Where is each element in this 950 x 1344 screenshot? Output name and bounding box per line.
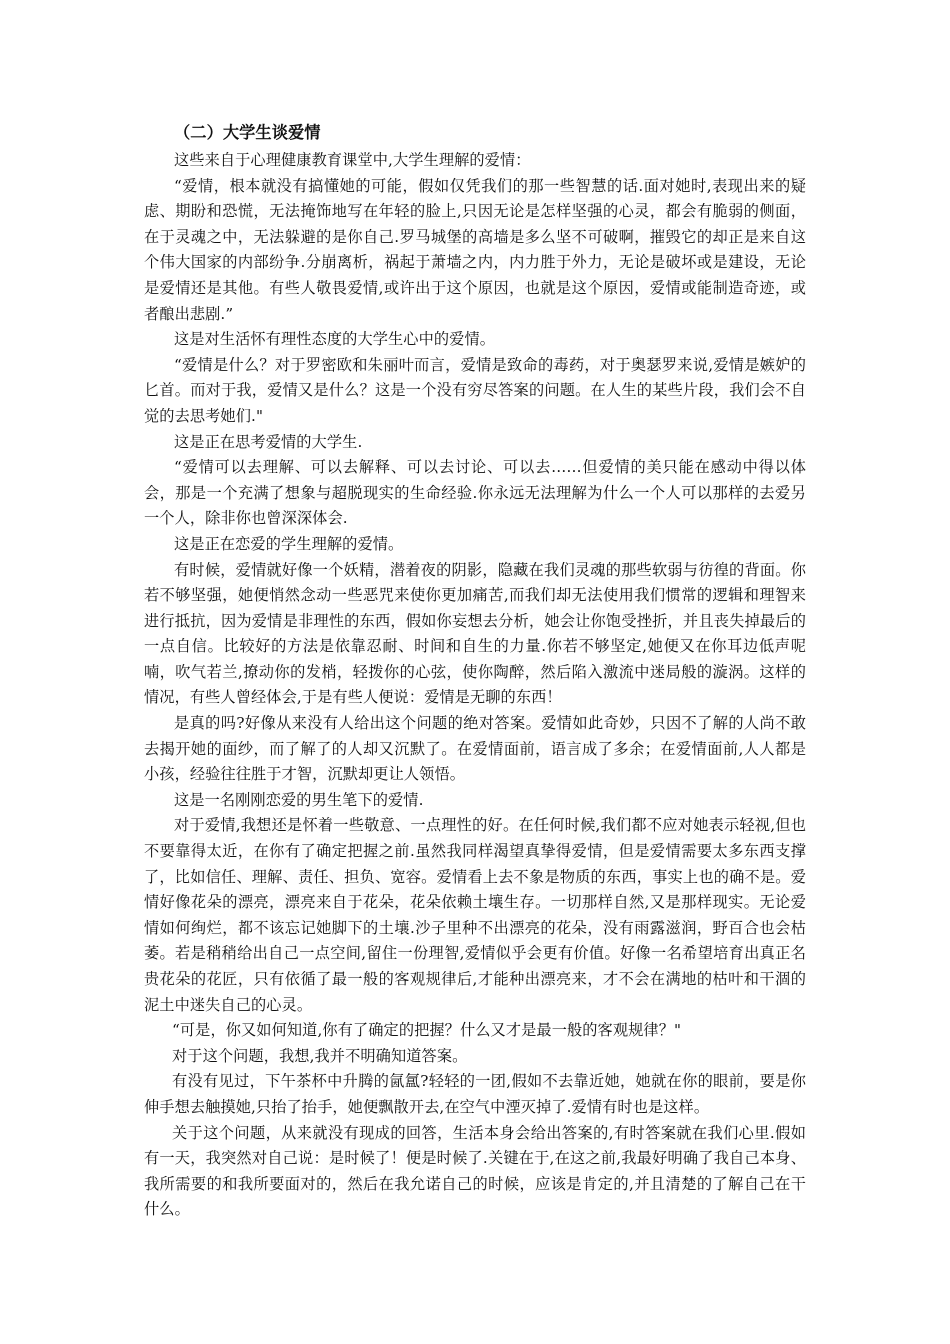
paragraph-question: “可是，你又如何知道,你有了确定的把握？什么又才是最一般的客观规律？": [172, 1021, 682, 1040]
paragraph-answer-1: 对于这个问题，我想,我并不明确知道答案。: [172, 1046, 468, 1065]
paragraph-comment-2: 这是正在思考爱情的大学生.: [174, 432, 363, 451]
paragraph-essay-3: 对于爱情,我想还是怀着一些敬意、一点理性的好。在任何时候,我们都不应对她表示轻视,但也不要靠得太近，在你有了确定把握之前.虽然我同样渴望真挚得爱情，但是爱情需要太多东西支撑了，比如信任、理解、责任、担负、宽容。爱情看上去不象是物质的东西，事实上也的确不是。爱情好像花朵的漂亮，漂亮来自于花朵，花朵依赖土壤生存。一切那样自然,又是那样现实。无论爱情如何绚烂，都不该忘记她脚下的土壤.沙子里种不出漂亮的花朵，没有雨露滋润，野百合也会枯萎。若是稍稍给出自己一点空间,留住一份理智,爱情似乎会更有价值。好像一名希望培育出真正名贵花朵的花匠，只有依循了最一般的客观规律后,才能种出漂亮来，才不会在满地的枯叶和干涸的泥土中迷失自己的心灵。: [144, 816, 806, 1014]
paragraph-comment-4: 这是一名刚刚恋爱的男生笔下的爱情.: [174, 790, 424, 809]
paragraph-comment-3: 这是正在恋爱的学生理解的爱情。: [174, 534, 404, 553]
paragraph-essay-1: 有时候，爱情就好像一个妖精，潜着夜的阴影，隐藏在我们灵魂的那些软弱与彷徨的背面。你若不够坚强，她便悄然念动一些恶咒来使你更加痛苦,而我们却无法使用我们惯常的逻辑和理智来进行抵抗，因为爱情是非理性的东西，假如你妄想去分析，她会让你饱受挫折，并且丧失掉最后的一点自信。比较好的方法是依靠忍耐、时间和自生的力量.你若不够坚定,她便又在你耳边低声呢喃，吹气若兰,撩动你的发梢，轻拨你的心弦，使你陶醉，然后陷入激流中迷局般的漩涡。这样的情况，有些人曾经体会,于是有些人便说：爱情是无聊的东西！: [144, 560, 806, 707]
paragraph-quote-1: “爱情，根本就没有搞懂她的可能，假如仅凭我们的那一些智慧的话.面对她时,表现出来的疑虑、期盼和恐慌，无法掩饰地写在年轻的脸上,只因无论是怎样坚强的心灵，都会有脆弱的侧面，在于灵魂之中，无法躲避的是你自己.罗马城堡的高墙是多么坚不可破啊，摧毁它的却正是来自这个伟大国家的内部纷争.分崩离析，祸起于萧墙之内，内力胜于外力，无论是破坏或是建设，无论是爱情还是其他。有些人敬畏爱情,或许出于这个原因，也就是这个原因，爱情或能制造奇迹，或者酿出悲剧.”: [144, 176, 806, 323]
paragraph-quote-3: “爱情可以去理解、可以去解释、可以去讨论、可以去……但爱情的美只能在感动中得以体会，那是一个充满了想象与超脱现实的生命经验.你永远无法理解为什么一个人可以那样的去爱另一个人，除非你也曾深深体会.: [144, 458, 806, 528]
paragraph-quote-2: “爱情是什么？对于罗密欧和朱丽叶而言，爱情是致命的毒药，对于奥瑟罗来说,爱情是嫉妒的匕首。而对于我，爱情又是什么？这是一个没有穷尽答案的问题。在人生的某些片段，我们会不自觉的去思考她们.": [144, 355, 806, 425]
paragraph-comment-1: 这是对生活怀有理性态度的大学生心中的爱情。: [174, 330, 496, 349]
paragraph-conclusion: 关于这个问题，从来就没有现成的回答，生活本身会给出答案的,有时答案就在我们心里.假如有一天，我突然对自己说：是时候了！便是时候了.关键在于,在这之前,我最好明确了我自己本身、我所需要的和我所要面对的，然后在我允诺自己的时候，应该是肯定的,并且清楚的了解自己在干什么。: [144, 1123, 806, 1219]
document-page: [144, 120, 806, 1223]
paragraph-essay-2: 是真的吗?好像从来没有人给出这个问题的绝对答案。爱情如此奇妙，只因不了解的人尚不敢去揭开她的面纱，而了解了的人却又沉默了。在爱情面前，语言成了多余；在爱情面前,人人都是小孩，经验往往胜于才智，沉默却更让人领悟。: [144, 714, 806, 784]
section-heading: （二）大学生谈爱情: [174, 123, 321, 142]
paragraph-answer-2: 有没有见过，下午茶杯中升腾的氤氲?轻轻的一团,假如不去靠近她，她就在你的眼前，要是你伸手想去触摸她,只抬了抬手，她便飘散开去,在空气中湮灭掉了.爱情有时也是这样。: [144, 1072, 806, 1116]
paragraph-intro: 这些来自于心理健康教育课堂中,大学生理解的爱情：: [174, 151, 531, 169]
